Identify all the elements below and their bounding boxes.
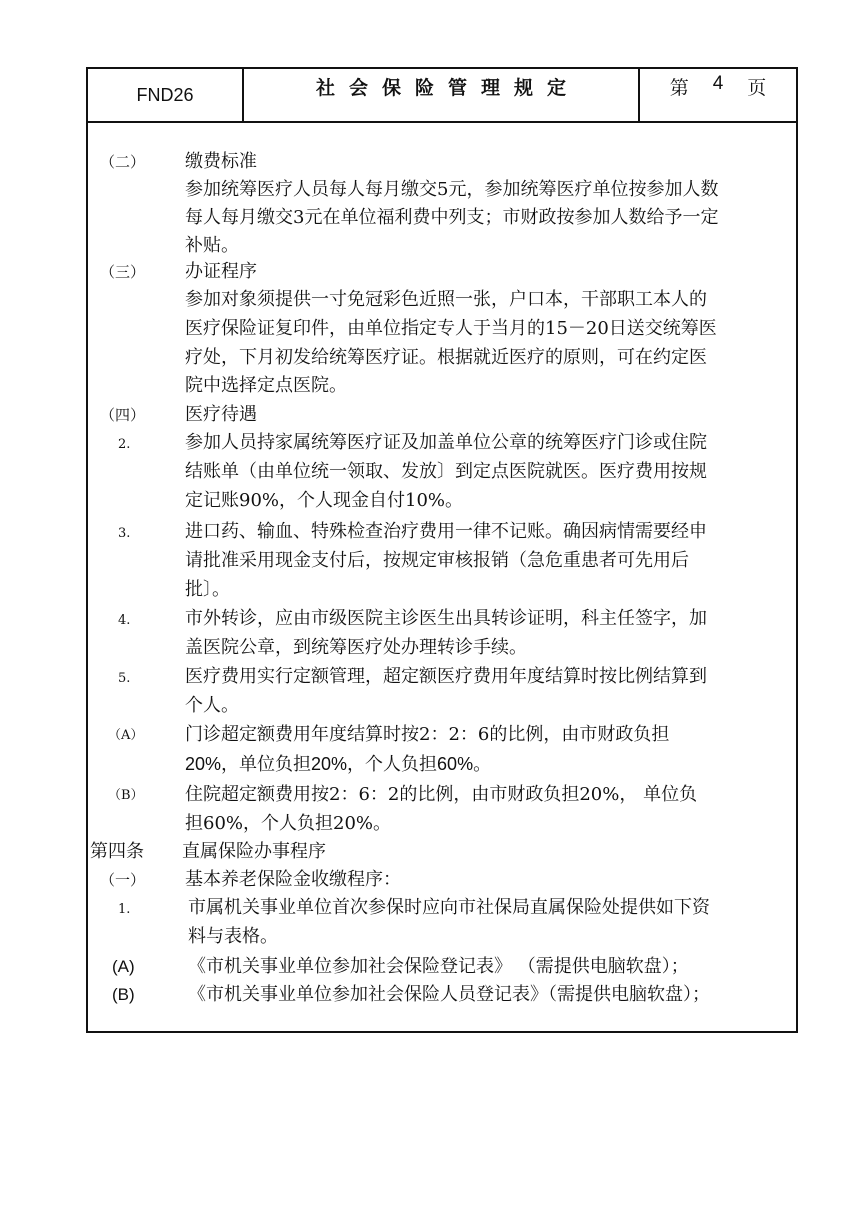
form-line: 《市机关事业单位参加社会保险登记表》 （需提供电脑软盘）； xyxy=(188,956,689,977)
paragraph-line: 参加统筹医疗人员每人每月缴交5元，参加统筹医疗单位按参加人数 xyxy=(185,179,719,200)
item-label: (B) xyxy=(112,985,135,1004)
article-heading: 直属保险办事程序 xyxy=(182,841,326,862)
paragraph-line: 市属机关事业单位首次参保时应向市社保局直属保险处提供如下资 xyxy=(188,897,710,918)
document-code: FND26 xyxy=(88,69,244,121)
paragraph-line: 医疗费用实行定额管理，超定额医疗费用年度结算时按比例结算到 xyxy=(185,666,707,687)
item-label: (A) xyxy=(112,957,135,976)
paragraph-line: 疗处，下月初发给统筹医疗证。根据就近医疗的原则，可在约定医 xyxy=(185,347,707,368)
paragraph-line: 20%，单位负担20%，个人负担60%。 xyxy=(185,754,492,774)
article-label: 第四条 xyxy=(90,841,144,862)
section-label: （三） xyxy=(100,263,146,281)
item-label: （A） xyxy=(108,728,144,743)
paragraph-line: 担60%，个人负担20%。 xyxy=(185,813,392,834)
paragraph-line: 批〕。 xyxy=(185,579,230,600)
item-number: 3. xyxy=(118,526,131,541)
item-number: 1. xyxy=(118,902,131,917)
page-indicator xyxy=(640,69,796,121)
page-number: 4 xyxy=(712,73,724,94)
page-prefix: 第 xyxy=(669,77,689,99)
paragraph-line: 院中选择定点医院。 xyxy=(185,375,347,396)
section-heading: 缴费标准 xyxy=(185,151,257,172)
item-number: 4. xyxy=(118,613,131,628)
section-heading: 医疗待遇 xyxy=(185,404,257,425)
form-line: 《市机关事业单位参加社会保险人员登记表》（需提供电脑软盘）； xyxy=(188,984,710,1005)
paragraph-line: 参加人员持家属统筹医疗证及加盖单位公章的统筹医疗门诊或住院 xyxy=(185,432,707,453)
paragraph-line: 每人每月缴交3元在单位福利费中列支；市财政按参加人数给予一定 xyxy=(185,207,719,228)
paragraph-line: 医疗保险证复印件，由单位指定专人于当月的15－20日送交统筹医 xyxy=(185,318,717,339)
document-header xyxy=(88,69,796,123)
paragraph-line: 请批准采用现金支付后，按规定审核报销（急危重患者可先用后 xyxy=(185,550,689,571)
item-number: 2. xyxy=(118,437,131,452)
section-label: （一） xyxy=(100,871,146,889)
section-label: （四） xyxy=(100,406,146,424)
paragraph-line: 市外转诊，应由市级医院主诊医生出具转诊证明，科主任签字，加 xyxy=(185,608,707,629)
paragraph-line: 料与表格。 xyxy=(188,926,278,947)
document-title: 社会保险管理规定 xyxy=(244,69,640,121)
paragraph-line: 住院超定额费用按2：6：2的比例，由市财政负担20%， 单位负 xyxy=(185,784,698,805)
section-heading: 基本养老保险金收缴程序： xyxy=(185,869,401,890)
item-number: 5. xyxy=(118,671,131,686)
paragraph-line: 参加对象须提供一寸免冠彩色近照一张，户口本，干部职工本人的 xyxy=(185,289,707,310)
section-heading: 办证程序 xyxy=(185,261,257,282)
item-label: （B） xyxy=(108,788,144,803)
paragraph-line: 门诊超定额费用年度结算时按2：2：6的比例，由市财政负担 xyxy=(185,724,670,745)
paragraph-line: 定记账90%，个人现金自付10%。 xyxy=(185,490,464,511)
section-label: （二） xyxy=(100,153,146,171)
page-suffix: 页 xyxy=(747,77,767,99)
paragraph-line: 个人。 xyxy=(185,695,239,716)
paragraph-line: 结账单（由单位统一领取、发放〕到定点医院就医。医疗费用按规 xyxy=(185,461,707,482)
paragraph-line: 补贴。 xyxy=(185,235,239,256)
paragraph-line: 进口药、输血、特殊检查治疗费用一律不记账。确因病情需要经申 xyxy=(185,521,707,542)
paragraph-line: 盖医院公章，到统筹医疗处办理转诊手续。 xyxy=(185,637,527,658)
